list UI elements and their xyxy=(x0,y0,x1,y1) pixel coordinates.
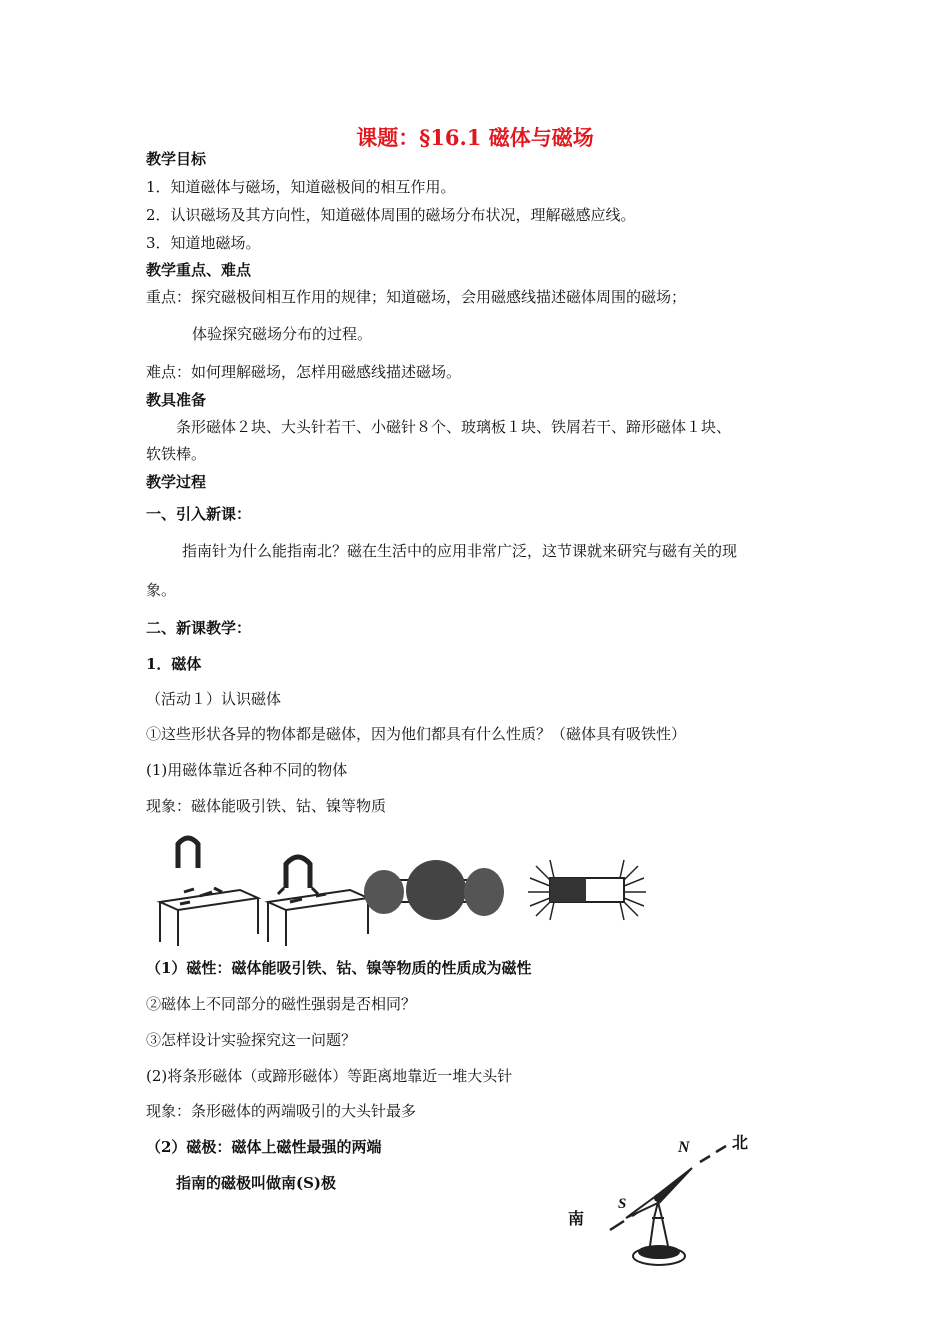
intro-line-1: 指南针为什么能指南北？磁在生活中的应用非常广泛，这节课就来研究与磁有关的现 xyxy=(182,542,738,560)
section-magnet: 1．磁体 xyxy=(146,655,202,673)
process-heading: 教学过程 xyxy=(146,473,207,491)
focus-text: 重点：探究磁极间相互作用的规律；知道磁场，会用磁感线描述磁体周围的磁场； xyxy=(146,288,687,306)
objective-1: 1．知道磁体与磁场，知道磁极间的相互作用。 xyxy=(146,178,456,196)
page-title: 课题：§16.1 磁体与磁场 xyxy=(356,125,594,150)
definition-pole: （2）磁极：磁体上磁性最强的两端 xyxy=(146,1138,382,1156)
south-letter: S xyxy=(618,1196,627,1212)
intro-line-2: 象。 xyxy=(146,581,177,599)
new-lesson-heading: 二、新课教学： xyxy=(146,619,252,637)
definition-magnetism: （1）磁性：磁体能吸引铁、钴、镍等物质的性质成为磁性 xyxy=(146,959,532,977)
bar-magnet-filings-clumped xyxy=(364,860,504,920)
observation-2: 现象：条形磁体的两端吸引的大头针最多 xyxy=(146,1102,417,1120)
objective-3: 3．知道地磁场。 xyxy=(146,234,261,252)
step-1: (1)用磁体靠近各种不同的物体 xyxy=(146,761,348,779)
difficulty-text: 难点：如何理解磁场，怎样用磁感线描述磁场。 xyxy=(146,363,462,381)
definition-south-pole: 指南的磁极叫做南(S)极 xyxy=(176,1174,337,1192)
step-2: (2)将条形磁体（或蹄形磁体）等距离地靠近一堆大头针 xyxy=(146,1067,513,1085)
observation-1: 现象：磁体能吸引铁、钴、镍等物质 xyxy=(146,797,387,815)
key-points-heading: 教学重点、难点 xyxy=(146,261,252,279)
bar-magnet-filings-poles xyxy=(528,860,646,920)
compass-needle-figure xyxy=(560,1118,800,1278)
question-2: ②磁体上不同部分的磁性强弱是否相同？ xyxy=(146,995,417,1013)
question-1: ①这些形状各异的物体都是磁体，因为他们都具有什么性质？（磁体具有吸铁性） xyxy=(146,725,687,743)
magnet-experiments-figure xyxy=(150,830,670,950)
intro-heading: 一、引入新课： xyxy=(146,505,252,523)
objective-2: 2．认识磁场及其方向性，知道磁体周围的磁场分布状况，理解磁感应线。 xyxy=(146,206,636,224)
objectives-heading: 教学目标 xyxy=(146,150,207,168)
north-letter: N xyxy=(678,1139,690,1156)
equipment-line-1: 条形磁体２块、大头针若干、小磁针８个、玻璃板１块、铁屑若干、蹄形磁体１块、 xyxy=(176,418,732,436)
equipment-heading: 教具准备 xyxy=(146,391,207,409)
focus-continuation: 体验探究磁场分布的过程。 xyxy=(192,325,373,343)
question-3: ③怎样设计实验探究这一问题？ xyxy=(146,1031,357,1049)
activity-1: （活动１）认识磁体 xyxy=(146,690,282,708)
north-label: 北 xyxy=(732,1133,749,1152)
equipment-line-2: 软铁棒。 xyxy=(146,445,207,463)
south-label: 南 xyxy=(568,1209,585,1228)
